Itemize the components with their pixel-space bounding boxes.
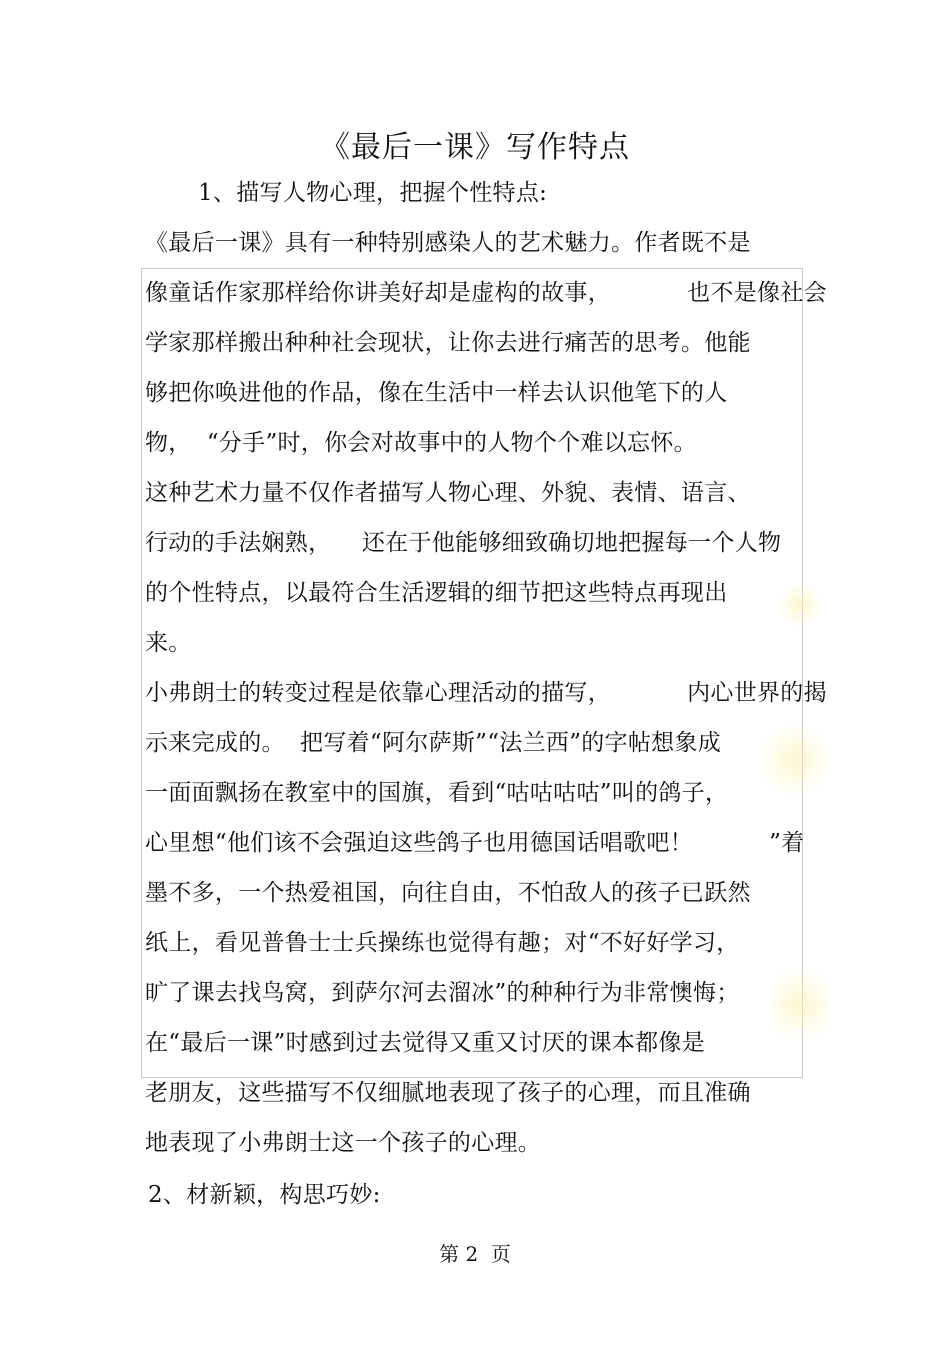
body-line: 够把你唤进他的作品，像在生活中一样去认识他笔下的人 — [145, 380, 728, 406]
body-line: 物， “分手”时，你会对故事中的人物个个难以忘怀。 — [145, 430, 697, 456]
body-line: 这种艺术力量不仅作者描写人物心理、外貌、表情、语言、 — [145, 480, 751, 506]
document-title: 《最后一课》写作特点 — [320, 130, 630, 165]
body-line: 纸上，看见普鲁士士兵操练也觉得有趣；对“不好好学习， — [145, 930, 740, 956]
body-line: 墨不多，一个热爱祖国，向往自由，不怕敌人的孩子已跃然 — [145, 880, 751, 906]
body-line: 小弗朗士的转变过程是依靠心理活动的描写， 内心世界的揭 — [145, 680, 827, 706]
body-line: 的个性特点，以最符合生活逻辑的细节把这些特点再现出 — [145, 580, 728, 606]
body-line: 示来完成的。 把写着“阿尔萨斯”“法兰西”的字帖想象成 — [145, 730, 722, 756]
paper-stain — [760, 720, 830, 800]
body-line: 心里想“他们该不会强迫这些鸽子也用德国话唱歌吧！ ”着 — [145, 830, 805, 856]
body-line: 学家那样搬出种种社会现状，让你去进行痛苦的思考。他能 — [145, 330, 751, 356]
body-line: 一面面飘扬在教室中的国旗，看到“咕咕咕咕”叫的鸽子， — [145, 780, 729, 806]
body-line: 旷了课去找鸟窝，到萨尔河去溜冰”的种种行为非常懊悔； — [145, 980, 740, 1006]
body-line: 行动的手法娴熟， 还在于他能够细致确切地把握每一个人物 — [145, 530, 782, 556]
paper-stain — [780, 580, 820, 630]
section-heading: 2、材新颖，构思巧妙: — [148, 1182, 381, 1208]
body-line: 像童话作家那样给你讲美好却是虚构的故事， 也不是像社会 — [145, 280, 827, 306]
body-line: 在“最后一课”时感到过去觉得又重又讨厌的课本都像是 — [145, 1030, 706, 1056]
body-line: 来。 — [145, 630, 192, 656]
body-line: 《最后一课》具有一种特别感染人的艺术魅力。作者既不是 — [145, 230, 751, 256]
page-number: 第 2 页 — [439, 1242, 511, 1266]
paper-stain — [770, 960, 830, 1050]
body-line: 老朋友，这些描写不仅细腻地表现了孩子的心理，而且准确 — [145, 1080, 751, 1106]
body-line: 地表现了小弗朗士这一个孩子的心理。 — [145, 1130, 542, 1156]
section-heading: 1、描写人物心理，把握个性特点: — [198, 180, 548, 206]
